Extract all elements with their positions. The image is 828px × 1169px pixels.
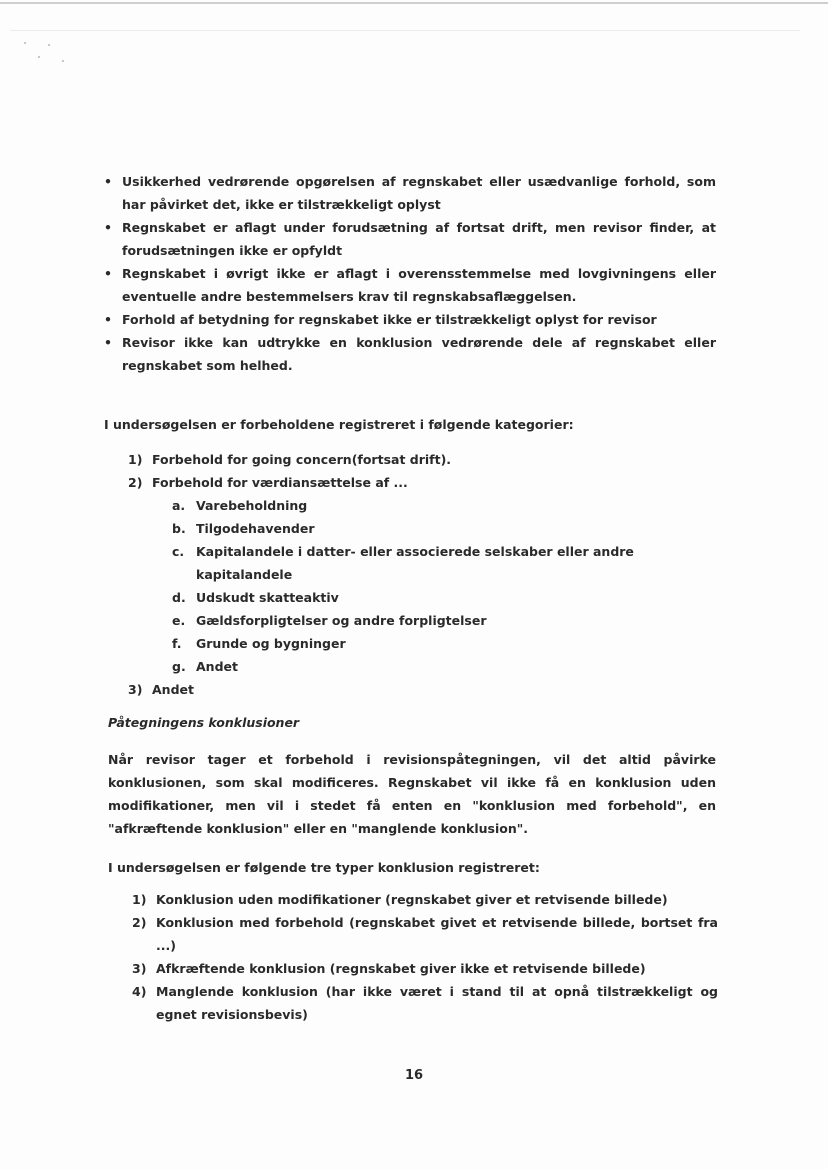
scan-speck <box>62 60 64 62</box>
bullet-text: Regnskabet er aflagt under forudsætning af fortsat drift, men revisor finder, at forudsætningen ikke er opfyldt <box>122 220 716 258</box>
list-number: 3) <box>128 682 143 697</box>
subcategory-label: Andet <box>196 659 238 674</box>
list-number: 1) <box>132 892 147 907</box>
scan-header-line <box>10 30 800 31</box>
list-letter: g. <box>172 659 186 674</box>
subcategory-label: Grunde og bygninger <box>196 636 346 651</box>
bullet-list <box>104 170 716 377</box>
bullet-icon: • <box>104 335 112 350</box>
list-letter: e. <box>172 613 186 628</box>
bullet-text: Usikkerhed vedrørende opgørelsen af regnskabet eller usædvanlige forhold, som har påvirket det, ikke er tilstrækkeligt oplyst <box>122 174 716 212</box>
subcategory-label: Kapitalandele i datter- eller associerede selskaber eller andre kapitalandele <box>196 544 634 582</box>
subcategory-label: Gældsforpligtelser og andre forpligtelser <box>196 613 487 628</box>
scan-speck <box>48 44 50 46</box>
bullet-text: Revisor ikke kan udtrykke en konklusion vedrørende dele af regnskabet eller regnskabet som helhed. <box>122 335 716 373</box>
conclusions-intro: I undersøgelsen er følgende tre typer konklusion registreret: <box>108 860 540 875</box>
categories-list <box>128 448 708 701</box>
subcategory-list <box>172 494 708 678</box>
category-item <box>128 678 708 701</box>
bullet-item <box>104 170 716 216</box>
subcategory-item <box>172 586 708 609</box>
subcategory-label: Udskudt skatteaktiv <box>196 590 339 605</box>
page-number: 16 <box>404 1068 424 1083</box>
conclusion-item <box>132 980 718 1026</box>
bullet-item <box>104 308 716 331</box>
conclusion-label: Afkræftende konklusion (regnskabet giver ikke et retvisende billede) <box>156 961 646 976</box>
list-number: 1) <box>128 452 143 467</box>
bullet-icon: • <box>104 220 112 235</box>
scan-top-edge <box>0 2 828 4</box>
conclusion-item <box>132 911 718 957</box>
list-number: 4) <box>132 984 147 999</box>
subcategory-label: Varebeholdning <box>196 498 308 513</box>
list-letter: a. <box>172 498 186 513</box>
list-number: 3) <box>132 961 147 976</box>
bullet-text: Forhold af betydning for regnskabet ikke er tilstrækkeligt oplyst for revisor <box>122 312 657 327</box>
section-heading: Påtegningens konklusioner <box>108 715 300 730</box>
subcategory-label: Tilgodehavender <box>196 521 315 536</box>
list-letter: c. <box>172 544 185 559</box>
bullet-icon: • <box>104 312 112 327</box>
conclusion-types-list <box>132 888 718 1026</box>
list-letter: b. <box>172 521 186 536</box>
category-label: Forbehold for going concern(fortsat drift). <box>152 452 452 467</box>
scan-speck <box>38 56 40 58</box>
scan-speck <box>24 42 26 44</box>
list-letter: d. <box>172 590 186 605</box>
bullet-item <box>104 262 716 308</box>
subcategory-item <box>172 517 708 540</box>
subcategory-item <box>172 494 708 517</box>
category-label: Andet <box>152 682 194 697</box>
bullet-text: Regnskabet i øvrigt ikke er aflagt i overensstemmelse med lovgivningens eller eventuelle andre bestemmelsers krav til regnskabsaflæggelsen. <box>122 266 716 304</box>
list-number: 2) <box>132 915 147 930</box>
list-number: 2) <box>128 475 143 490</box>
subcategory-item <box>172 632 708 655</box>
conclusions-paragraph: Når revisor tager et forbehold i revisionspåtegningen, vil det altid påvirke konklusionen, som skal modificeres. Regnskabet vil ikke få en konklusion uden modifikationer, men vil i stedet få enten en "konklusion med forbehold", en "afkræftende konklusion" eller en "manglende konklusion". <box>108 752 716 836</box>
conclusion-label: Konklusion med forbehold (regnskabet givet et retvisende billede, bortset fra ...) <box>156 915 718 953</box>
conclusion-item <box>132 957 718 980</box>
category-item <box>128 471 708 678</box>
subcategory-item <box>172 609 708 632</box>
bullet-icon: • <box>104 174 112 189</box>
list-letter: f. <box>172 636 182 651</box>
bullet-item <box>104 216 716 262</box>
category-item <box>128 448 708 471</box>
bullet-item <box>104 331 716 377</box>
category-label: Forbehold for værdiansættelse af ... <box>152 475 408 490</box>
subcategory-item <box>172 655 708 678</box>
subcategory-item <box>172 540 708 586</box>
categories-intro: I undersøgelsen er forbeholdene registreret i følgende kategorier: <box>104 417 574 432</box>
bullet-icon: • <box>104 266 112 281</box>
conclusion-label: Konklusion uden modifikationer (regnskabet giver et retvisende billede) <box>156 892 668 907</box>
conclusion-label: Manglende konklusion (har ikke været i stand til at opnå tilstrækkeligt og egnet revisionsbevis) <box>156 984 718 1022</box>
conclusion-item <box>132 888 718 911</box>
